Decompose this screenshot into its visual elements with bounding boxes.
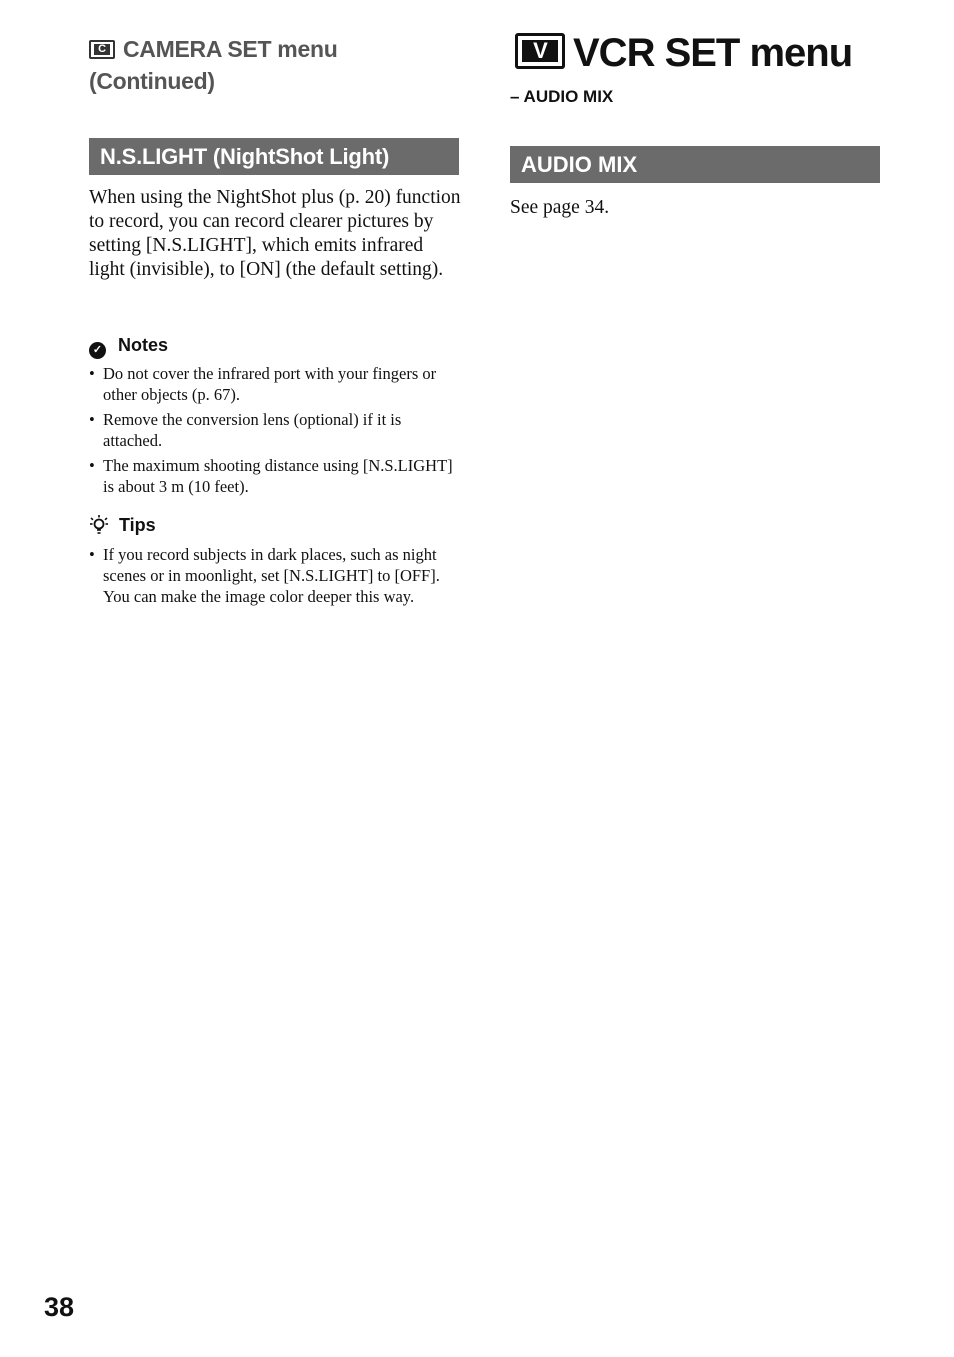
page-number: 38: [44, 1292, 75, 1322]
tips-item: • If you record subjects in dark places, such as night scenes or in moonlight, set [N.S.LIGHT] to [OFF]. You can make the image color deeper this way.: [89, 544, 459, 607]
audio-mix-body: See page 34.: [510, 197, 610, 218]
notes-heading: ✓ Notes: [89, 334, 168, 359]
tips-heading: Tips: [89, 514, 156, 536]
notes-item: • Do not cover the infrared port with your fingers or other objects (p. 67).: [89, 363, 459, 405]
camera-set-title-line2: (Continued): [89, 68, 215, 94]
ns-light-heading: N.S.LIGHT (NightShot Light): [89, 138, 459, 175]
audio-mix-heading: AUDIO MIX: [510, 146, 880, 183]
vcr-set-icon: V: [515, 33, 565, 69]
vcr-set-subtitle: – AUDIO MIX: [510, 87, 614, 106]
camera-set-icon: C: [89, 40, 115, 59]
notes-list: [89, 363, 459, 501]
vcr-set-title: V VCR SET menu: [515, 28, 852, 78]
camera-set-title-line1: C CAMERA SET menu: [89, 33, 469, 65]
tips-list: [89, 544, 459, 611]
notes-item: • The maximum shooting distance using [N.S.LIGHT] is about 3 m (10 feet).: [89, 455, 459, 497]
notes-icon: ✓: [89, 342, 106, 359]
ns-light-body: When using the NightShot plus (p. 20) function to record, you can record clearer pictures by setting [N.S.LIGHT], which emits infrared light (invisible), to [ON] (the default setting).: [89, 187, 461, 280]
camera-set-header: [89, 33, 469, 97]
notes-item: • Remove the conversion lens (optional) if it is attached.: [89, 409, 459, 451]
tips-bulb-icon: [89, 514, 109, 536]
